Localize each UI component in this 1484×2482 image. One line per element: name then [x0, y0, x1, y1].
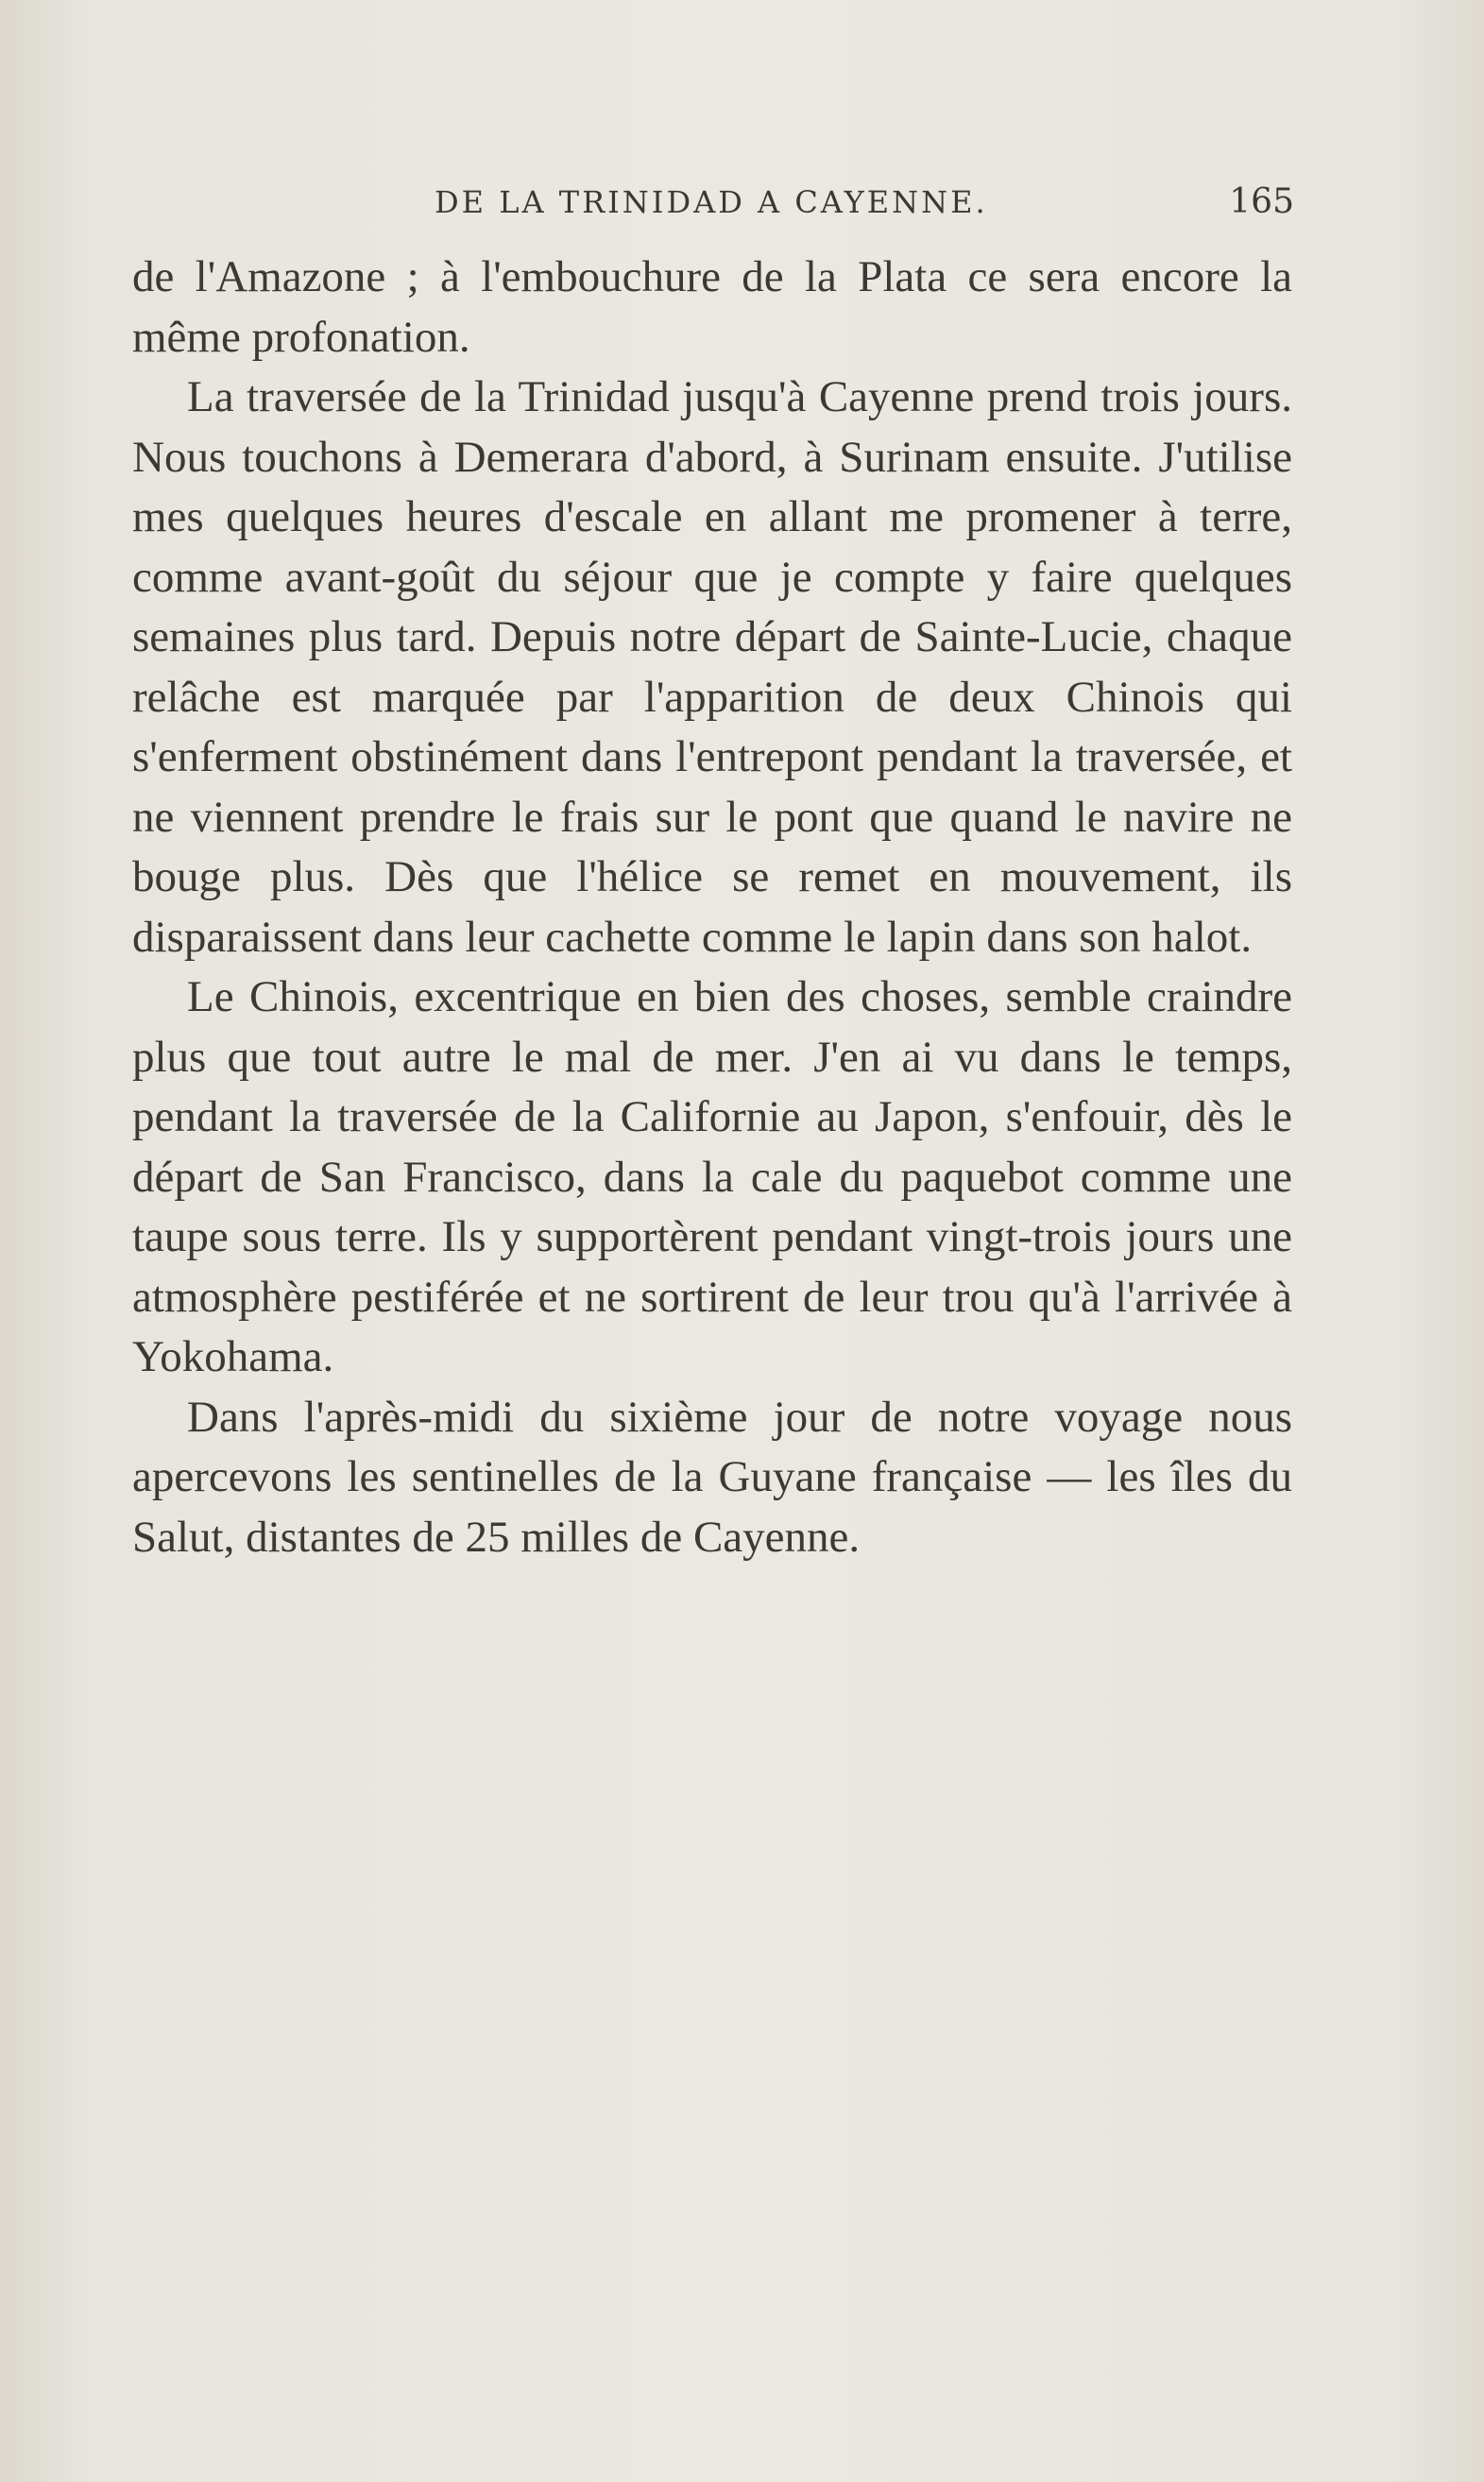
running-title: DE LA TRINIDAD A CAYENNE.: [435, 184, 988, 220]
body-text: [132, 248, 1292, 1567]
page-number: 165: [1229, 182, 1294, 221]
paragraph: La traversée de la Trinidad jusqu'à Cayenne prend trois jours. Nous touchons à Demerara d'abord, à Surinam ensuite. J'utilise mes quelques heures d'escale en allant me promener à terre, comme avant-goût du séjour que je compte y faire quelques semaines plus tard. Depuis notre départ de Sainte-Lucie, chaque relâche est marquée par l'apparition de deux Chinois qui s'enferment obstinément dans l'entrepont pendant la traversée, et ne viennent prendre le frais sur le pont que quand le navire ne bouge plus. Dès que l'hélice se remet en mouvement, ils disparaissent dans leur cachette comme le lapin dans son halot.: [132, 372, 1292, 962]
paragraph: Le Chinois, excentrique en bien des choses, semble craindre plus que tout autre le mal de mer. J'en ai vu dans le temps, pendant la traversée de la Californie au Japon, s'enfouir, dès le départ de San Francisco, dans la cale du paquebot comme une taupe sous terre. Ils y supportèrent pendant vingt-trois jours une atmosphère pestiférée et ne sortirent de leur trou qu'à l'arrivée à Yokohama.: [132, 972, 1292, 1381]
running-head: [123, 180, 1294, 225]
paragraph: Dans l'après-midi du sixième jour de notre voyage nous apercevons les sentinelles de la Guyane française — les îles du Salut, distantes de 25 milles de Cayenne.: [132, 1392, 1292, 1562]
paragraph-continuation: de l'Amazone ; à l'embouchure de la Plata ce sera encore la même profonation.: [132, 252, 1292, 362]
